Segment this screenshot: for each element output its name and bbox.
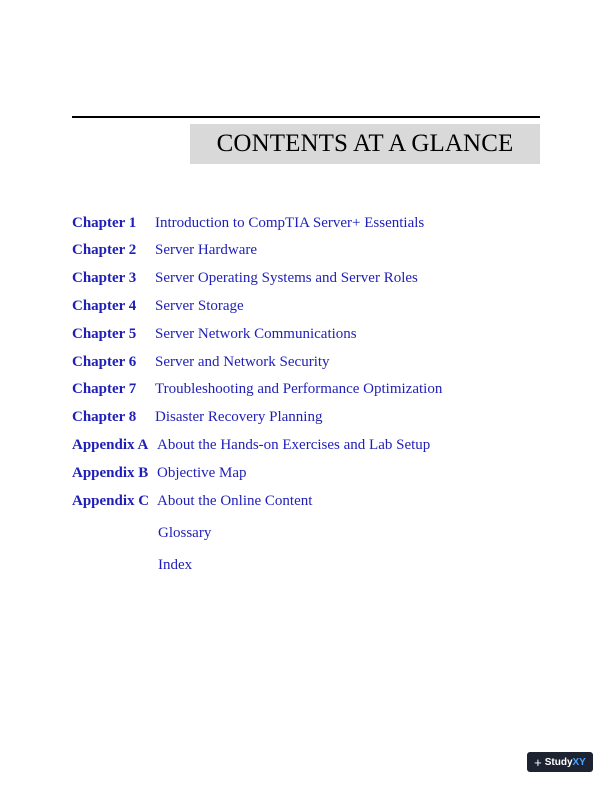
- title-box: [190, 124, 540, 164]
- toc-label[interactable]: Chapter 1: [72, 215, 137, 231]
- toc-label[interactable]: Appendix B: [72, 465, 149, 481]
- plus-icon: +: [534, 754, 542, 770]
- toc-label[interactable]: Chapter 3: [72, 270, 137, 286]
- toc-label[interactable]: Chapter 8: [72, 409, 137, 425]
- page-title: CONTENTS AT A GLANCE: [216, 130, 514, 157]
- toc-title[interactable]: Disaster Recovery Planning: [155, 409, 323, 425]
- toc-title[interactable]: Server Operating Systems and Server Roles: [155, 270, 418, 286]
- toc-title[interactable]: Server Network Communications: [155, 326, 357, 342]
- toc-title[interactable]: Objective Map: [157, 465, 247, 481]
- watermark-text-accent: XY: [572, 756, 586, 768]
- toc-label[interactable]: Chapter 2: [72, 242, 137, 258]
- toc-title[interactable]: Server Storage: [155, 298, 244, 314]
- toc-title[interactable]: Server and Network Security: [155, 354, 330, 370]
- watermark-text: [545, 757, 586, 768]
- toc-label[interactable]: Chapter 7: [72, 381, 137, 397]
- toc-label[interactable]: Chapter 6: [72, 354, 137, 370]
- toc-title[interactable]: Server Hardware: [155, 242, 258, 258]
- top-rule: [72, 116, 540, 118]
- index-link[interactable]: Index: [158, 557, 193, 573]
- watermark-text-main: Study: [544, 756, 573, 768]
- toc-label[interactable]: Appendix A: [72, 437, 149, 453]
- toc-label[interactable]: Appendix C: [72, 493, 150, 509]
- toc-title[interactable]: Troubleshooting and Performance Optimization: [155, 381, 443, 397]
- toc-title[interactable]: Introduction to CompTIA Server+ Essentials: [155, 215, 425, 231]
- toc-label[interactable]: Chapter 5: [72, 326, 137, 342]
- glossary-link[interactable]: Glossary: [158, 525, 212, 541]
- studyxy-watermark: [527, 752, 593, 772]
- toc-title[interactable]: About the Online Content: [157, 493, 313, 509]
- toc-label[interactable]: Chapter 4: [72, 298, 137, 314]
- toc-title[interactable]: About the Hands-on Exercises and Lab Setup: [157, 437, 431, 453]
